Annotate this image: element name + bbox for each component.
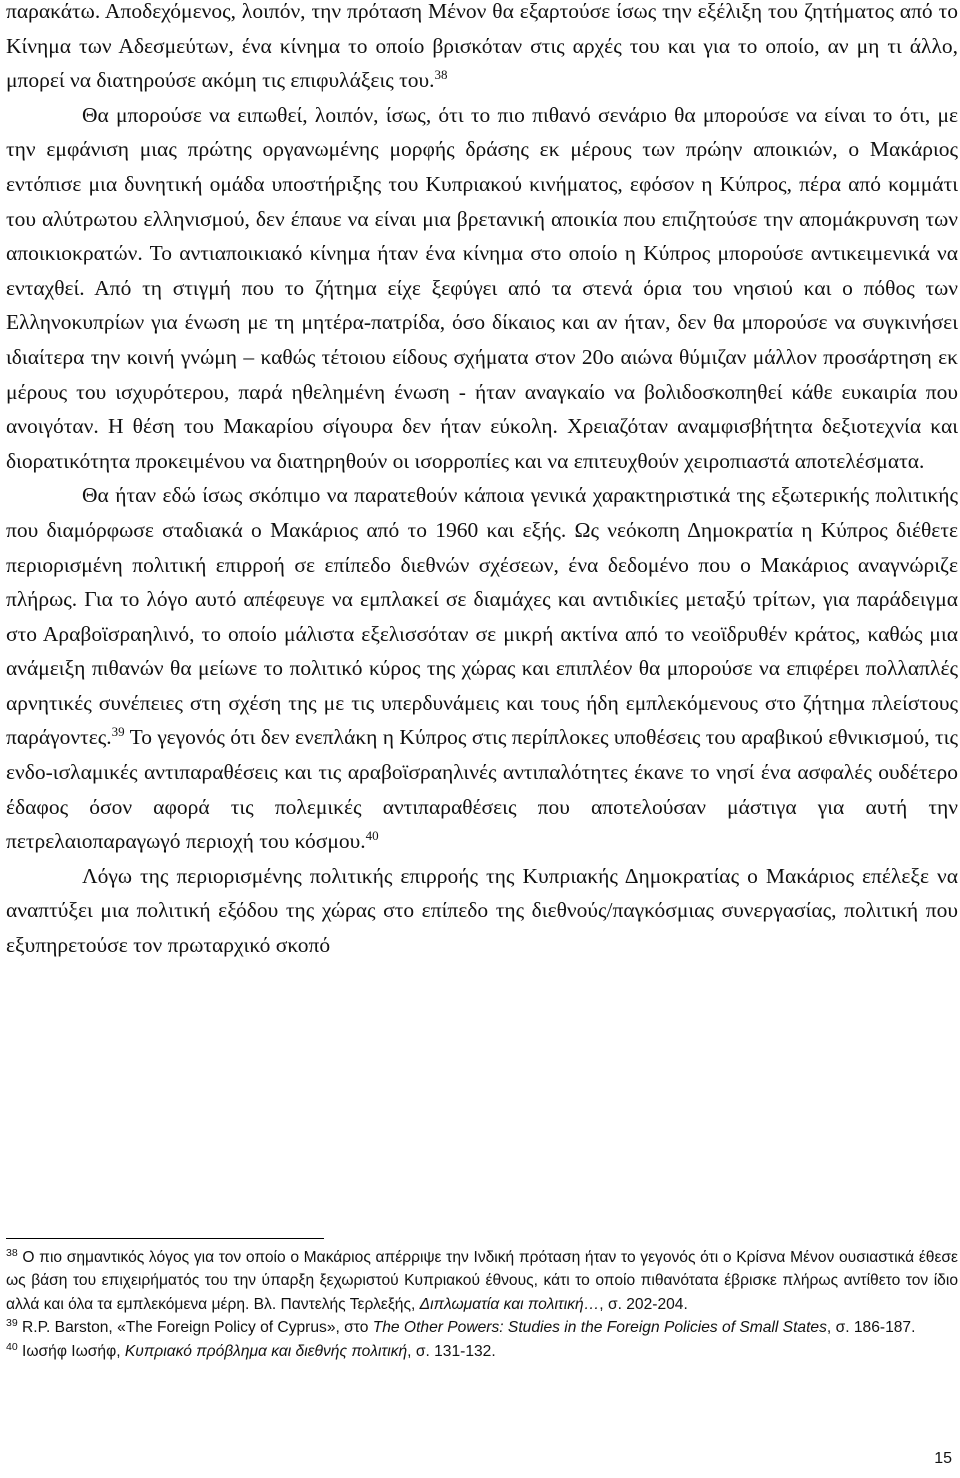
footnote-text: Ο πιο σημαντικός λόγος για τον οποίο ο Μακάριος απέρριψε την Ινδική πρόταση ήταν το γεγονός ότι ο Κρίσνα Μένον ουσιαστικά έθεσε ως βάση του επιχειρήματός του την ύπαρξη ξεχωριστού Κυπριακού έθνους, κάτι το οποίο πιθανότατα έβρισκε πλήρως αντίθετο τον ίδιο αλλά και όλα τα εμπλεκόμενα μέρη. Βλ. Παντελής Τερλεξής, [6, 1249, 959, 1313]
footnote-pages: , σ. 131-132. [407, 1342, 496, 1360]
footnote-separator [6, 1238, 324, 1239]
body-text [6, 0, 958, 963]
footnote-ref-40[interactable]: 40 [365, 828, 379, 844]
footnotes [6, 1246, 958, 1363]
footnote-number: 38 [6, 1246, 18, 1259]
paragraph-4 [6, 859, 958, 963]
paragraph-3 [6, 478, 958, 859]
footnote-number: 39 [6, 1317, 18, 1330]
footnote-title: The Other Powers: Studies in the Foreign Policies of Small States [372, 1319, 827, 1337]
footnote-40 [6, 1340, 958, 1363]
footnote-pages: , σ. 202-204. [599, 1295, 688, 1313]
footnote-text: Ιωσήφ Ιωσήφ, [22, 1342, 125, 1360]
paragraph-3-text-b: Το γεγονός ότι δεν ενεπλάκη η Κύπρος στις περίπλοκες υποθέσεις του αραβικού εθνικισμού, τις ενδο-ισλαμικές αντιπαραθέσεις και τις αραβοϊσραηλινές αντιπαλότητες έκανε το νησί ένα ασφαλές ουδέτερο έδαφος όσον αφορά τις πολεμικές αντιπαραθέσεις που αποτελούσαν μάστιγα για αυτή την πετρελαιοπαραγωγό περιοχή του κόσμου. [6, 725, 958, 854]
paragraph-2 [6, 98, 958, 479]
footnote-title: Διπλωματία και πολιτική… [419, 1295, 600, 1313]
footnote-38 [6, 1246, 958, 1316]
footnote-pages: , σ. 186-187. [826, 1319, 916, 1337]
paragraph-1 [6, 0, 958, 98]
footnote-ref-38[interactable]: 38 [434, 67, 448, 83]
footnote-number: 40 [6, 1340, 18, 1353]
paragraph-3-text-a: Θα ήταν εδώ ίσως σκόπιμο να παρατεθούν κάποια γενικά χαρακτηριστικά της εξωτερικής πολιτικής που διαμόρφωσε σταδιακά ο Μακάριος από το 1960 και εξής. Ως νεόκοπη Δημοκρατία η Κύπρος διέθετε περιορισμένη πολιτική επιρροή σε επίπεδο διεθνών σχέσεων, ένα δεδομένο που ο Μακάριος αναγνώριζε πλήρως. Για το λόγο αυτό απέφευγε να εμπλακεί σε διαμάχες και αντιδικίες μεταξύ τρίτων, για παράδειγμα στο Αραβοϊσραηλινό, το οποίο μάλιστα εξελισσόταν σε μικρή ακτίνα από το νεοϊδρυθέν κράτος, καθώς μια ανάμειξη πιθανών θα μείωνε το πολιτικό κύρος της χώρας και επιπλέον θα μπορούσε να επιφέρει πολλαπλές αρνητικές συνέπειες στη σχέση της με τις υπερδυνάμεις και τους ήδη εμπλεκόμενους στο ζήτημα πλείστους παράγοντες. [6, 483, 958, 750]
footnote-ref-39[interactable]: 39 [111, 724, 125, 740]
paragraph-2-text: Θα μπορούσε να ειπωθεί, λοιπόν, ίσως, ότι το πιο πιθανό σενάριο θα μπορούσε να είναι το ότι, με την εμφάνιση μιας πρώτης οργανωμένης μορφής δράσης εκ μέρους των πρώην αποικιών, ο Μακάριος εντόπισε μια δυνητική ομάδα υποστήριξης του Κυπριακού κινήματος, εφόσον η Κύπρος, πέρα από κομμάτι του αλύτρωτου ελληνισμού, δεν έπαυε να είναι μια βρετανική αποικία που επιζητούσε την απομάκρυνση των αποικιοκρατών. Το αντιαποικιακό κίνημα ήταν ένα κίνημα στο οποίο η Κύπρος μπορούσε αντικειμενικά να ενταχθεί. Από τη στιγμή που το ζήτημα είχε ξεφύγει από τα στενά όρια του νησιού και ο πόθος των Ελληνοκυπρίων για ένωση με τη μητέρα-πατρίδα, όσο δίκαιος και αν ήταν, δεν θα μπορούσε να συγκινήσει ιδιαίτερα την κοινή γνώμη – καθώς τέτοιου είδους σχήματα στον 20ο αιώνα θύμιζαν μάλλον προσάρτηση εκ μέρους του ισχυρότερου, παρά ηθελημένη ένωση - ήταν αναγκαίο να βολιδοσκοπηθεί κάθε ευκαιρία που ανοιγόταν. Η θέση του Μακαρίου σίγουρα δεν ήταν εύκολη. Χρειαζόταν αναμφισβήτητα δεξιοτεχνία και διορατικότητα προκειμένου να διατηρηθούν οι ισορροπίες και να επιτευχθούν χειροπιαστά αποτελέσματα. [6, 102, 958, 473]
footnote-text: R.P. Barston, «The Foreign Policy of Cyprus», στο [22, 1319, 373, 1337]
footnote-39 [6, 1316, 958, 1339]
page-number: 15 [934, 1450, 952, 1467]
paragraph-1-text: παρακάτω. Αποδεχόμενος, λοιπόν, την πρόταση Μένον θα εξαρτούσε ίσως την εξέλιξη του ζητήματος από το Κίνημα των Αδεσμεύτων, ένα κίνημα το οποίο βρισκόταν στις αρχές του και για το οποίο, αν μη τι άλλο, μπορεί να διατηρούσε ακόμη τις επιφυλάξεις του. [6, 0, 958, 93]
paragraph-4-text: Λόγω της περιορισμένης πολιτικής επιρροής της Κυπριακής Δημοκρατίας ο Μακάριος επέλεξε να αναπτύξει μια πολιτική εξόδου της χώρας στο επίπεδο της διεθνούς/παγκόσμιας συνεργασίας, πολιτική που εξυπηρετούσε τον πρωταρχικό σκοπό [6, 863, 958, 958]
footnote-title: Κυπριακό πρόβλημα και διεθνής πολιτική [124, 1342, 408, 1360]
